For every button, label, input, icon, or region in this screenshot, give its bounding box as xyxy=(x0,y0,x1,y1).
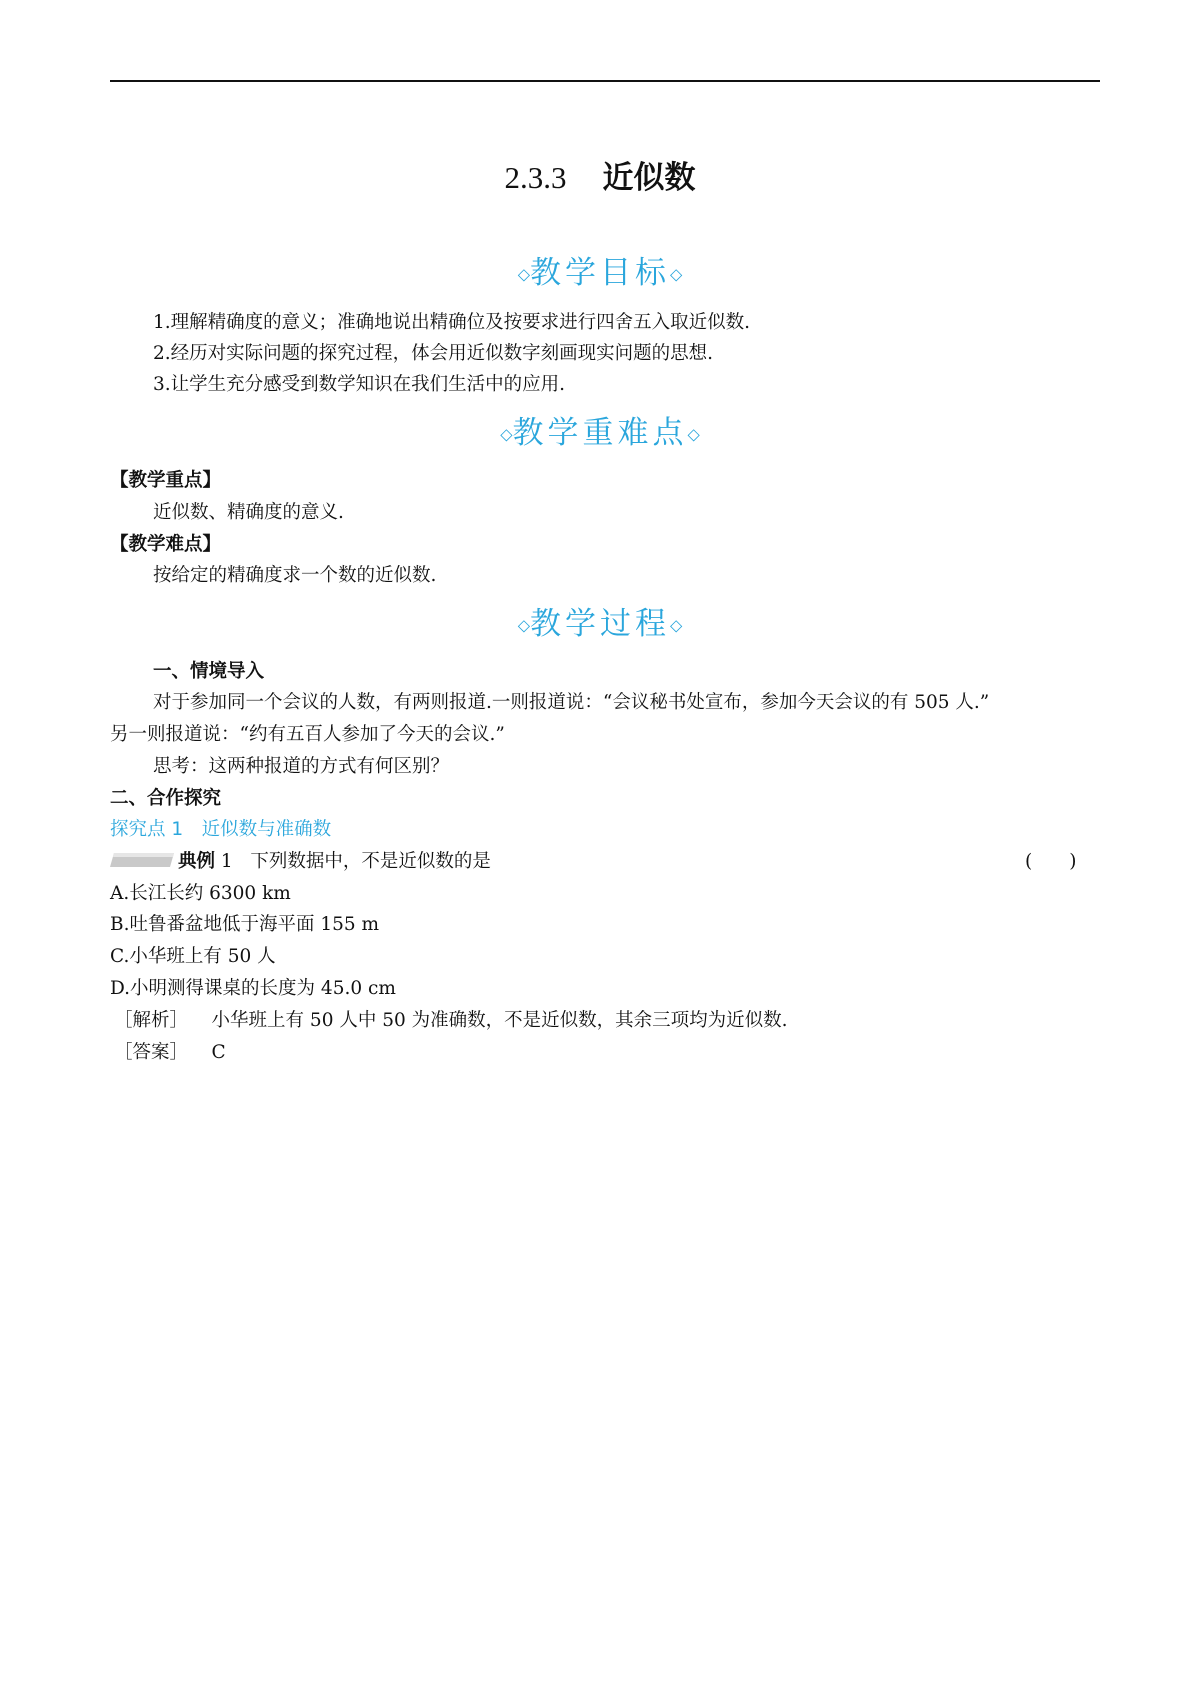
goal-item: 3.让学生充分感受到数学知识在我们生活中的应用. xyxy=(153,374,566,395)
header-rule xyxy=(110,80,1100,82)
part1-paragraph-line: 对于参加同一个会议的人数，有两则报道.一则报道说：“会议秘书处宣布，参加今天会议的有 505 人.” xyxy=(153,692,990,713)
example-tab-icon xyxy=(110,850,174,870)
section-number: 2.3.3 xyxy=(504,160,567,195)
explore-point: 探究点 1 近似数与准确数 xyxy=(110,819,332,840)
focus-text: 近似数、精确度的意义. xyxy=(153,502,344,523)
section-heading-text: 教学过程 xyxy=(530,606,670,642)
part1-title: 一、情境导入 xyxy=(153,661,265,682)
analysis-line xyxy=(114,1008,788,1034)
answer-line xyxy=(114,1040,226,1066)
diamond-icon: ◇ xyxy=(517,615,530,635)
diamond-icon: ◇ xyxy=(670,264,683,284)
page-title xyxy=(0,158,1200,198)
answer-text: C xyxy=(211,1042,226,1063)
diamond-icon: ◇ xyxy=(500,424,513,444)
section-heading-process xyxy=(0,604,1200,646)
goal-item: 1.理解精确度的意义；准确地说出精确位及按要求进行四舍五入取近似数. xyxy=(153,312,751,333)
answer-label: ［答案］ xyxy=(114,1042,189,1063)
option-item: C.小华班上有 50 人 xyxy=(110,946,276,967)
option-item: D.小明测得课桌的长度为 45.0 cm xyxy=(110,978,396,999)
diamond-icon: ◇ xyxy=(670,615,683,635)
section-heading-key-points xyxy=(0,413,1200,455)
section-heading-text: 教学目标 xyxy=(530,255,670,291)
part1-question: 思考：这两种报道的方式有何区别？ xyxy=(153,756,450,777)
title-text: 近似数 xyxy=(602,160,696,196)
analysis-label: ［解析］ xyxy=(114,1010,189,1031)
answer-paren: ( ) xyxy=(1025,851,1077,872)
difficulty-label: 【教学难点】 xyxy=(110,534,222,555)
diamond-icon: ◇ xyxy=(517,264,530,284)
part2-title: 二、合作探究 xyxy=(110,788,222,809)
part1-paragraph-line: 另一则报道说：“约有五百人参加了今天的会议.” xyxy=(110,724,505,745)
diamond-icon: ◇ xyxy=(687,424,700,444)
example-question: 下列数据中，不是近似数的是 xyxy=(250,851,491,872)
section-heading-text: 教学重难点 xyxy=(512,415,688,451)
analysis-text: 小华班上有 50 人中 50 为准确数，不是近似数，其余三项均为近似数. xyxy=(211,1010,788,1031)
option-item: B.吐鲁番盆地低于海平面 155 m xyxy=(110,914,380,935)
example-label: 典例 xyxy=(178,851,216,872)
example-line xyxy=(110,849,491,875)
section-heading-goals xyxy=(0,253,1200,295)
focus-label: 【教学重点】 xyxy=(110,470,222,491)
goal-item: 2.经历对实际问题的探究过程，体会用近似数字刻画现实问题的思想. xyxy=(153,343,714,364)
option-item: A.长江长约 6300 km xyxy=(110,883,291,904)
difficulty-text: 按给定的精确度求一个数的近似数. xyxy=(153,565,437,586)
example-number: 1 xyxy=(220,851,233,872)
